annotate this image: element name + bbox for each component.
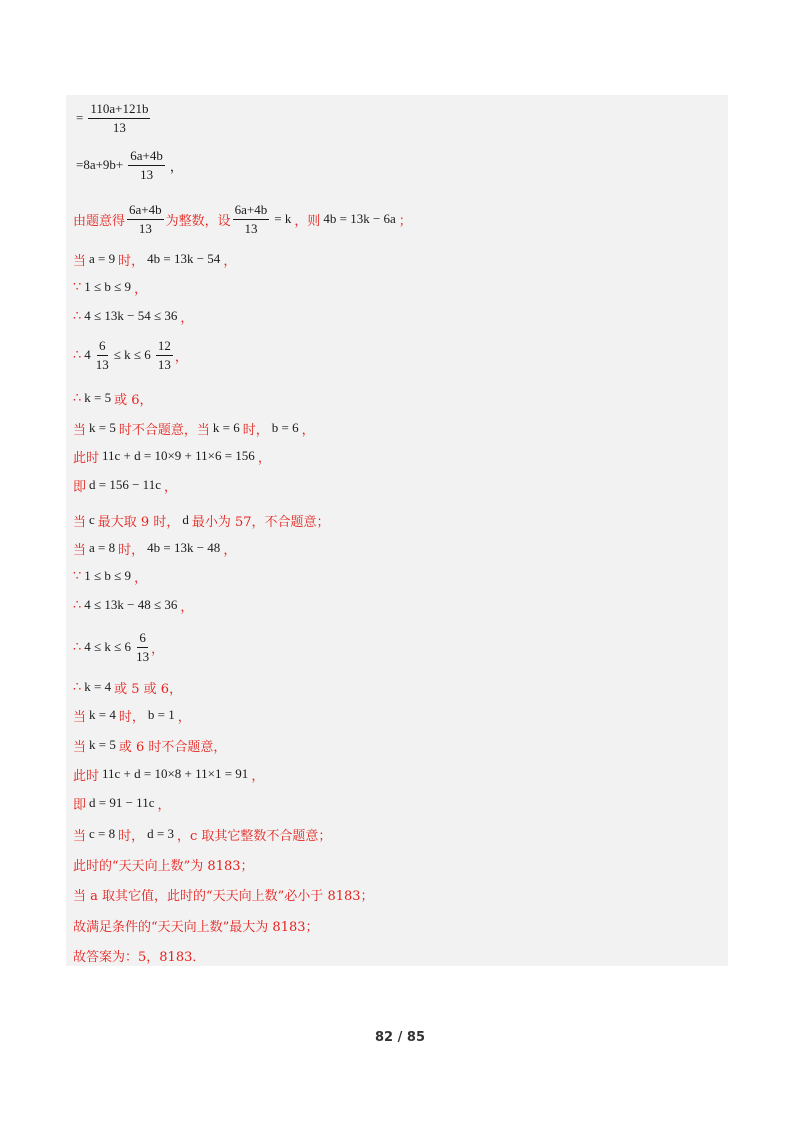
explanation-text: ， bbox=[257, 450, 271, 466]
fraction bbox=[127, 202, 164, 237]
explanation-text: 当 bbox=[73, 422, 87, 438]
solution-line bbox=[73, 335, 188, 375]
explanation-text: ∴ bbox=[73, 308, 82, 324]
total-pages: 85 bbox=[406, 1030, 425, 1045]
fraction-denominator: 13 bbox=[112, 119, 126, 135]
math-expression: k = 4 bbox=[89, 707, 116, 722]
fraction-numerator: 6 bbox=[137, 630, 148, 648]
solution-line bbox=[73, 945, 205, 965]
explanation-text: ， bbox=[134, 570, 148, 586]
explanation-text: ，则 bbox=[294, 213, 321, 229]
explanation-text: ， bbox=[177, 709, 191, 725]
math-expression: k = 6 bbox=[212, 420, 240, 435]
solution-line bbox=[73, 446, 271, 466]
fraction-denominator: 13 bbox=[140, 166, 154, 182]
fraction bbox=[96, 338, 109, 373]
explanation-text: 故答案为：5，8183． bbox=[73, 949, 206, 965]
explanation-text: ∴ bbox=[73, 597, 82, 613]
solution-line bbox=[73, 510, 330, 530]
explanation-text: ， bbox=[180, 599, 194, 615]
math-expression: 1 ≤ b ≤ 9 bbox=[84, 568, 132, 583]
explanation-text: ， bbox=[180, 310, 194, 326]
solution-line bbox=[73, 475, 177, 495]
solution-line bbox=[73, 677, 182, 697]
math-expression: 11c + d = 10×8 + 11×1 = 91 bbox=[102, 766, 249, 781]
fraction-denominator: 13 bbox=[138, 220, 152, 236]
explanation-text: 或 6 时不合题意， bbox=[118, 739, 227, 755]
math-expression: k = 4 bbox=[84, 679, 112, 694]
math-expression: a = 8 bbox=[89, 540, 116, 555]
explanation-text: ∴ bbox=[73, 679, 82, 695]
solution-line bbox=[73, 538, 236, 558]
solution-line bbox=[73, 824, 331, 844]
math-expression: c bbox=[89, 512, 95, 527]
math-expression: 1 ≤ b ≤ 9 bbox=[84, 279, 132, 294]
math-expression: 4b = 13k − 54 bbox=[147, 251, 221, 266]
explanation-text: 由题意得 bbox=[73, 213, 126, 229]
solution-line bbox=[73, 915, 319, 935]
explanation-text: 时， bbox=[118, 253, 145, 269]
math-expression: k = 5 bbox=[84, 390, 112, 405]
math-expression: =8a+9b+ bbox=[76, 157, 124, 172]
math-expression: b = 6 bbox=[271, 420, 299, 435]
solution-line bbox=[73, 388, 153, 408]
solution-line bbox=[73, 566, 147, 586]
fraction-numerator: 6a+4b bbox=[233, 202, 270, 220]
explanation-text: ； bbox=[398, 213, 412, 229]
explanation-text: 或 6， bbox=[114, 392, 153, 408]
explanation-text: 当 bbox=[73, 253, 87, 269]
math-expression: b = 1 bbox=[147, 707, 175, 722]
explanation-text: 即 bbox=[73, 479, 87, 495]
explanation-text: 当 a 取其它值，此时的“天天向上数”必小于 8183； bbox=[73, 888, 374, 904]
explanation-text: 最大取 9 时， bbox=[97, 514, 180, 530]
explanation-text: ， bbox=[223, 542, 237, 558]
explanation-text: 时， bbox=[118, 709, 145, 725]
explanation-text: ∴ bbox=[73, 390, 82, 406]
math-expression: ， bbox=[169, 158, 183, 174]
explanation-text: ∵ bbox=[73, 279, 82, 295]
explanation-text: ∵ bbox=[73, 568, 82, 584]
fraction-denominator: 13 bbox=[95, 356, 109, 372]
math-expression: k = 5 bbox=[89, 737, 116, 752]
fraction-numerator: 6a+4b bbox=[128, 148, 165, 166]
explanation-text: ， bbox=[134, 281, 148, 297]
explanation-text: 故满足条件的“天天向上数”最大为 8183； bbox=[73, 919, 319, 935]
math-expression: d = 156 − 11c bbox=[89, 477, 161, 492]
solution-line bbox=[73, 854, 254, 874]
math-expression: ≤ k ≤ 6 bbox=[113, 347, 151, 362]
fraction bbox=[233, 202, 270, 237]
solution-line bbox=[73, 418, 315, 438]
solution-line bbox=[73, 884, 374, 904]
solution-line bbox=[73, 764, 264, 784]
math-expression: d = 3 bbox=[147, 826, 174, 841]
fraction-denominator: 13 bbox=[136, 648, 150, 664]
fraction-denominator: 13 bbox=[244, 220, 258, 236]
page-separator: / bbox=[397, 1030, 403, 1045]
explanation-text: ， bbox=[163, 479, 177, 495]
solution-line bbox=[73, 595, 193, 615]
explanation-text: ， bbox=[301, 422, 315, 438]
math-expression: 4 bbox=[84, 347, 91, 362]
solution-line bbox=[73, 98, 152, 138]
explanation-text: 即 bbox=[73, 797, 87, 813]
fraction-numerator: 12 bbox=[156, 338, 173, 356]
solution-line bbox=[73, 277, 147, 297]
solution-line bbox=[73, 249, 236, 269]
explanation-text: 当 bbox=[73, 828, 87, 844]
fraction-denominator: 13 bbox=[157, 356, 171, 372]
math-expression: 4 ≤ 13k − 54 ≤ 36 bbox=[84, 308, 178, 323]
math-expression: d bbox=[182, 512, 189, 527]
explanation-text: 为整数，设 bbox=[165, 213, 231, 229]
math-expression: d = 91 − 11c bbox=[89, 795, 155, 810]
explanation-text: 当 bbox=[73, 514, 87, 530]
solution-line bbox=[73, 306, 193, 326]
math-expression: 4 ≤ 13k − 48 ≤ 36 bbox=[84, 597, 178, 612]
explanation-text: ， bbox=[157, 797, 171, 813]
explanation-text: ， bbox=[223, 253, 237, 269]
fraction-numerator: 110a+121b bbox=[88, 101, 150, 119]
explanation-text: 最小为 57，不合题意； bbox=[191, 514, 330, 530]
math-expression: a = 9 bbox=[89, 251, 116, 266]
fraction-numerator: 6 bbox=[97, 338, 108, 356]
explanation-text: 时不合题意，当 bbox=[118, 422, 210, 438]
solution-line bbox=[73, 793, 170, 813]
fraction bbox=[136, 630, 149, 665]
explanation-text: 当 bbox=[73, 709, 87, 725]
solution-line bbox=[73, 199, 412, 239]
solution-line bbox=[73, 627, 164, 667]
math-expression: = k bbox=[274, 211, 292, 226]
page-number bbox=[0, 1030, 800, 1045]
explanation-text: 此时 bbox=[73, 450, 100, 466]
solution-line bbox=[73, 735, 226, 755]
explanation-text: ∴ bbox=[73, 347, 82, 363]
explanation-text: 此时的“天天向上数”为 8183； bbox=[73, 858, 254, 874]
fraction-numerator: 6a+4b bbox=[127, 202, 164, 220]
explanation-text: ， bbox=[151, 641, 165, 657]
explanation-text: 当 bbox=[73, 542, 87, 558]
solution-line bbox=[73, 705, 191, 725]
explanation-text: ， bbox=[174, 349, 188, 365]
solution-line bbox=[73, 145, 186, 185]
explanation-text: 或 5 或 6， bbox=[114, 681, 183, 697]
math-expression: 4b = 13k − 6a bbox=[323, 211, 396, 226]
fraction bbox=[128, 148, 165, 183]
math-expression: 4b = 13k − 48 bbox=[147, 540, 221, 555]
math-expression: 11c + d = 10×9 + 11×6 = 156 bbox=[102, 448, 255, 463]
math-expression: c = 8 bbox=[89, 826, 116, 841]
explanation-text: 时， bbox=[242, 422, 269, 438]
explanation-text: ，c 取其它整数不合题意； bbox=[176, 828, 332, 844]
explanation-text: 此时 bbox=[73, 768, 100, 784]
math-expression: 4 ≤ k ≤ 6 bbox=[84, 639, 132, 654]
math-expression: = bbox=[76, 110, 84, 125]
explanation-text: 时， bbox=[118, 828, 145, 844]
current-page: 82 bbox=[375, 1030, 394, 1045]
fraction bbox=[156, 338, 173, 373]
fraction bbox=[88, 101, 150, 136]
explanation-text: ∴ bbox=[73, 639, 82, 655]
explanation-text: 时， bbox=[118, 542, 145, 558]
explanation-text: 当 bbox=[73, 739, 87, 755]
math-expression: k = 5 bbox=[89, 420, 116, 435]
explanation-text: ， bbox=[251, 768, 265, 784]
